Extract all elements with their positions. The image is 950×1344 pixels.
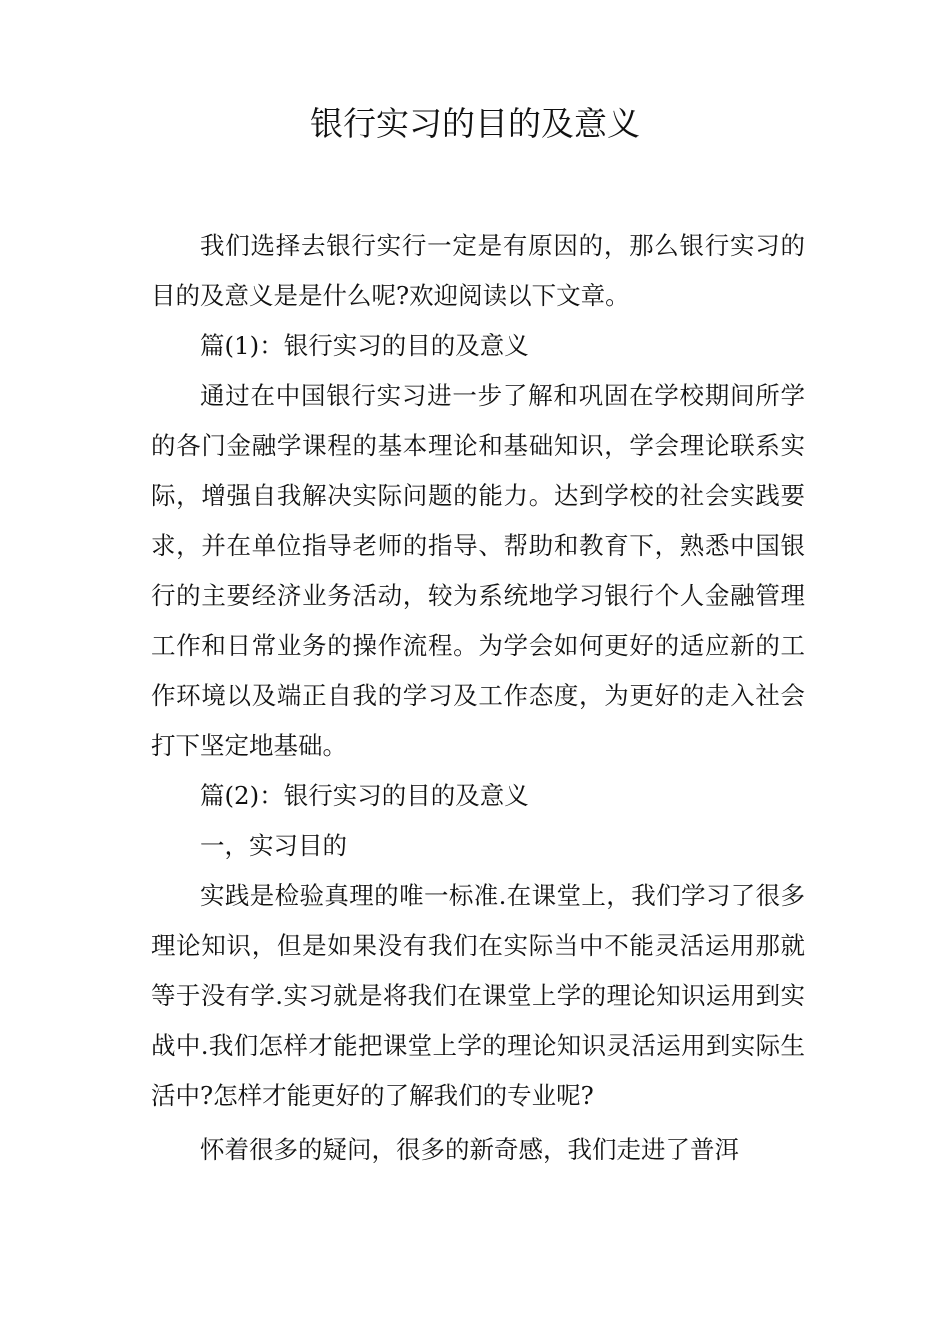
paragraph-intro: 我们选择去银行实行一定是有原因的，那么银行实习的目的及意义是是什么呢?欢迎阅读以下文章。 — [151, 231, 805, 310]
section-heading-1: 篇(1)：银行实习的目的及意义 — [200, 331, 529, 360]
paragraph-section-1: 通过在中国银行实习进一步了解和巩固在学校期间所学的各门金融学课程的基本理论和基础知识，学会理论联系实际，增强自我解决实际问题的能力。达到学校的社会实践要求，并在单位指导老师的指导、帮助和教育下，熟悉中国银行的主要经济业务活动，较为系统地学习银行个人金融管理工作和日常业务的操作流程。为学会如何更好的适应新的工作环境以及端正自我的学习及工作态度，为更好的走入社会打下坚定地基础。 — [151, 381, 805, 760]
document-title: 银行实习的目的及意义 — [310, 104, 640, 143]
subheading-purpose: 一，实习目的 — [200, 831, 347, 860]
section-heading-2: 篇(2)：银行实习的目的及意义 — [200, 781, 529, 810]
document-body — [151, 221, 805, 1175]
paragraph-practice: 实践是检验真理的唯一标准.在课堂上，我们学习了很多理论知识，但是如果没有我们在实际当中不能灵活运用那就等于没有学.实习就是将我们在课堂上学的理论知识运用到实战中.我们怎样才能把课堂上学的理论知识灵活运用到实际生活中?怎样才能更好的了解我们的专业呢? — [151, 881, 805, 1110]
paragraph-continuation: 怀着很多的疑问，很多的新奇感，我们走进了普洱 — [200, 1135, 739, 1164]
